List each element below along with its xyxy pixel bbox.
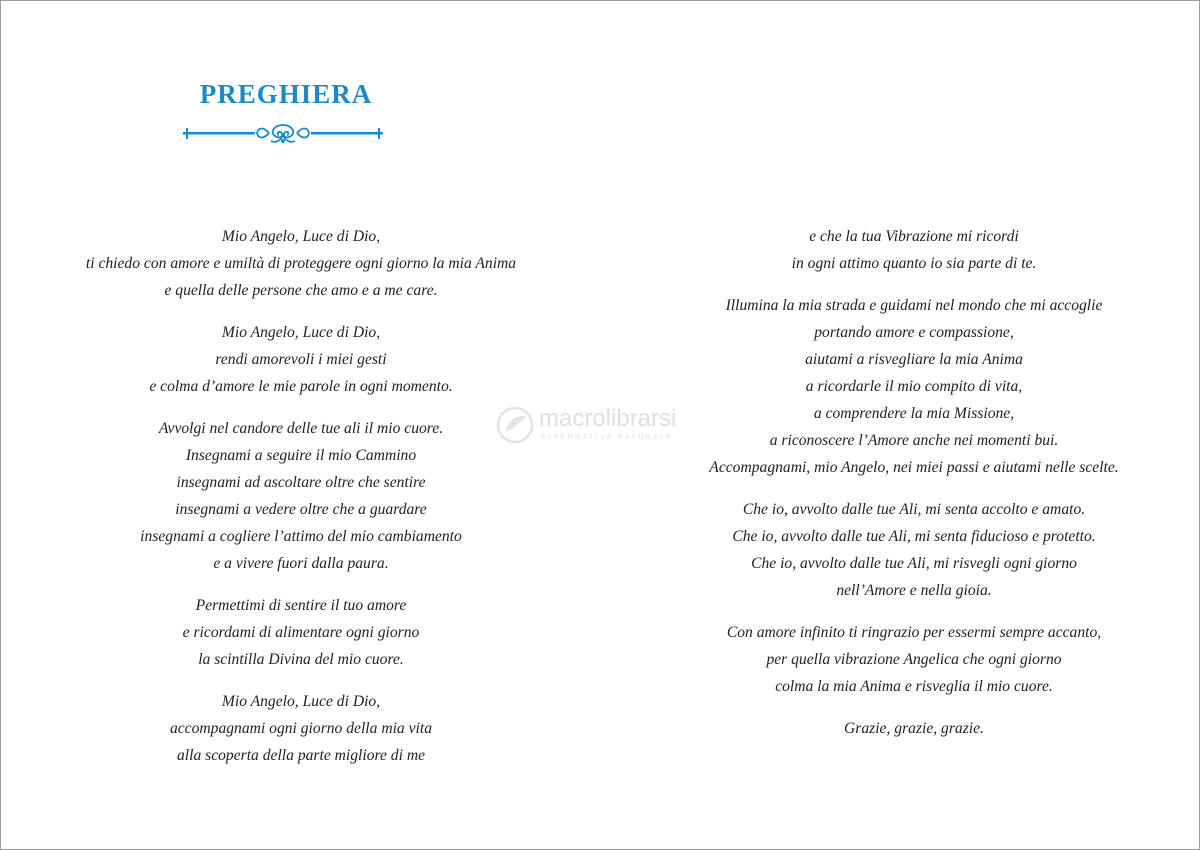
poem-line: a comprendere la mia Missione, (813, 405, 1015, 422)
poem-stanza (649, 496, 1179, 604)
poem-right-column (649, 223, 1179, 757)
poem-line: in ogni attimo quanto io sia parte di te. (791, 255, 1037, 272)
poem-line: portando amore e compassione, (814, 324, 1014, 341)
poem-line: Permettimi di sentire il tuo amore (195, 597, 407, 614)
poem-line: Mio Angelo, Luce di Dio, (221, 228, 381, 245)
publisher-watermark (495, 403, 710, 449)
poem-line: e che la tua Vibrazione mi ricordi (809, 228, 1019, 245)
poem-stanza (649, 223, 1179, 277)
poem-line: ti chiedo con amore e umiltà di proteggere ogni giorno la mia Anima (85, 255, 517, 272)
poem-line: per quella vibrazione Angelica che ogni giorno (766, 651, 1062, 668)
poem-line: Che io, avvolto dalle tue Ali, mi senta accolto e amato. (742, 501, 1086, 518)
poem-line: Che io, avvolto dalle tue Ali, mi senta fiducioso e protetto. (732, 528, 1096, 545)
poem-stanza (649, 292, 1179, 481)
poem-line: Che io, avvolto dalle tue Ali, mi risvegli ogni giorno (751, 555, 1077, 572)
poem-line: nell’Amore e nella gioia. (836, 582, 992, 599)
poem-line: insegnami a vedere oltre che a guardare (175, 501, 427, 518)
poem-line: insegnami ad ascoltare oltre che sentire (176, 474, 426, 491)
poem-line: e ricordami di alimentare ogni giorno (182, 624, 420, 641)
poem-line: e colma d’amore le mie parole in ogni momento. (149, 378, 453, 395)
poem-left-column (36, 223, 566, 784)
poem-line: Grazie, grazie, grazie. (844, 720, 984, 737)
poem-stanza (649, 619, 1179, 700)
poem-line: rendi amorevoli i miei gesti (215, 351, 387, 368)
poem-line: alla scoperta della parte migliore di me (176, 747, 426, 764)
page-title: PREGHIERA (199, 79, 373, 109)
poem-line: Mio Angelo, Luce di Dio, (221, 693, 381, 710)
poem-line: Mio Angelo, Luce di Dio, (221, 324, 381, 341)
poem-line: e a vivere fuori dalla paura. (213, 555, 389, 572)
poem-stanza (649, 715, 1179, 742)
poem-stanza (36, 415, 566, 577)
poem-line: a ricordarle il mio compito di vita, (805, 378, 1023, 395)
poem-line: colma la mia Anima e risveglia il mio cuore. (775, 678, 1053, 695)
poem-line: Illumina la mia strada e guidami nel mondo che mi accoglie (725, 297, 1103, 314)
poem-stanza (36, 319, 566, 400)
title-ornament-divider (183, 122, 383, 146)
poem-stanza (36, 688, 566, 769)
poem-line: Insegnami a seguire il mio Cammino (185, 447, 417, 464)
macrolibrarsi-logo-icon (495, 405, 535, 445)
poem-line: la scintilla Divina del mio cuore. (198, 651, 404, 668)
poem-line: accompagnami ogni giorno della mia vita (169, 720, 433, 737)
poem-line: aiutami a risvegliare la mia Anima (805, 351, 1023, 368)
poem-line: Accompagnami, mio Angelo, nei miei passi e aiutami nelle scelte. (709, 459, 1119, 476)
poem-line: e quella delle persone che amo e a me care. (164, 282, 438, 299)
poem-line: a riconoscere l’Amore anche nei momenti bui. (769, 432, 1059, 449)
poem-line: Con amore infinito ti ringrazio per essermi sempre accanto, (726, 624, 1102, 641)
watermark-brand: macrolibrarsi (539, 405, 677, 432)
watermark-tagline: ALTERNATIVA NATURALE (541, 434, 674, 441)
poem-stanza (36, 223, 566, 304)
poem-line: Avvolgi nel candore delle tue ali il mio cuore. (158, 420, 444, 437)
poem-line: insegnami a cogliere l’attimo del mio cambiamento (140, 528, 462, 545)
poem-stanza (36, 592, 566, 673)
